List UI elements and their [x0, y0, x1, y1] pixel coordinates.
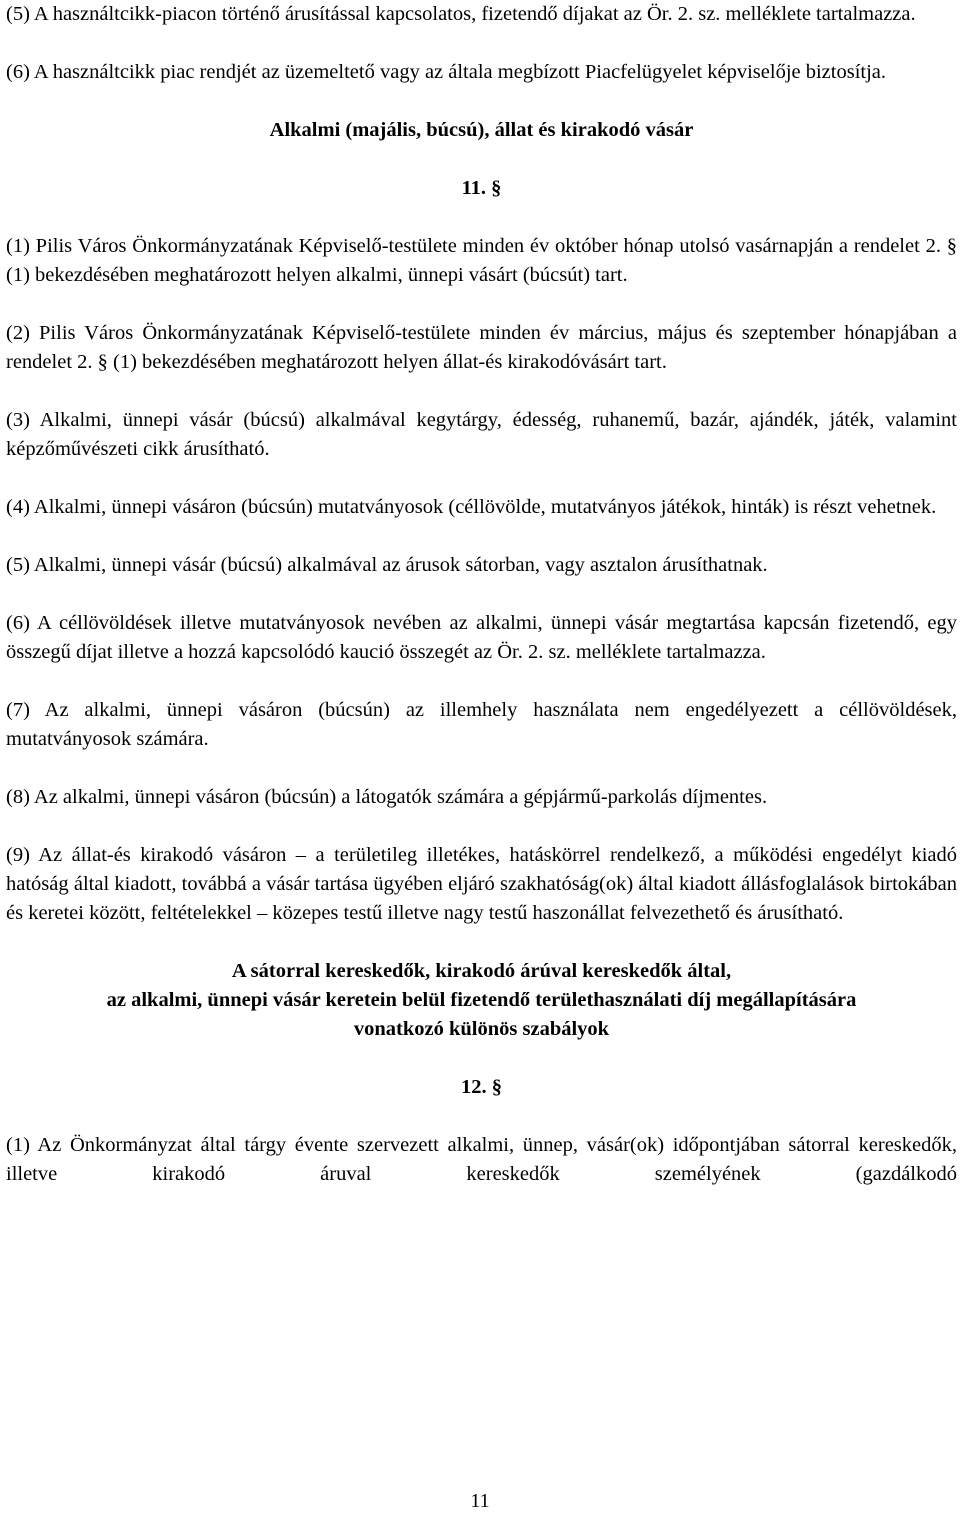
- bold-heading-line-3: vonatkozó különös szabályok: [353, 1018, 610, 1040]
- section-11-paragraph-1: (1) Pilis Város Önkormányzatának Képviselő-testülete minden év október hónap utolsó vasárnapján a rendelet 2. § (1) bekezdésében meghatározott helyen alkalmi, ünnepi vásárt (búcsút) tart.: [6, 235, 957, 286]
- document-page: [6, 0, 957, 1218]
- paragraph-5-prev: (5) A használtcikk-piacon történő árusítással kapcsolatos, fizetendő díjakat az Ör. 2. sz. melléklete tartalmazza.: [6, 3, 916, 25]
- bold-heading-line-1: A sátorral kereskedők, kirakodó árúval kereskedők által,: [231, 960, 732, 982]
- section-11-paragraph-2: (2) Pilis Város Önkormányzatának Képviselő-testülete minden év március, május és szeptember hónapjában a rendelet 2. § (1) bekezdésében meghatározott helyen állat-és kirakodóvásárt tart.: [6, 322, 957, 373]
- section-11-paragraph-5: (5) Alkalmi, ünnepi vásár (búcsú) alkalmával az árusok sátorban, vagy asztalon árusíthatnak.: [6, 554, 768, 576]
- section-12-paragraph-1: (1) Az Önkormányzat által tárgy évente szervezett alkalmi, ünnep, vásár(ok) időpontjában sátorral kereskedők, illetve kirakodó áruval kereskedők személyének (gazdálkodó: [6, 1134, 957, 1185]
- section-12-title: 12. §: [461, 1076, 502, 1098]
- page-number: 11: [470, 1490, 490, 1512]
- section-11-paragraph-7: (7) Az alkalmi, ünnepi vásáron (búcsún) az illemhely használata nem engedélyezett a céllövöldések, mutatványosok számára.: [6, 699, 957, 750]
- bold-heading-line-2: az alkalmi, ünnepi vásár keretein belül fizetendő területhasználati díj megállapítására: [106, 989, 857, 1011]
- section-11-paragraph-9: (9) Az állat-és kirakodó vásáron – a területileg illetékes, hatáskörrel rendelkező, a működési engedélyt kiadó hatóság által kiadott, továbbá a vásár tartása ügyében eljáró szakhatóság(ok) által kiadott állásfoglalások birtokában és keretei között, feltételekkel – közepes testű illetve nagy testű haszonállat felvezethető és árusítható.: [6, 844, 957, 924]
- section-11-paragraph-3: (3) Alkalmi, ünnepi vásár (búcsú) alkalmával kegytárgy, édesség, ruhanemű, bazár, ajándék, játék, valamint képzőművészeti cikk árusítható.: [6, 409, 957, 460]
- paragraph-6-prev: (6) A használtcikk piac rendjét az üzemeltető vagy az általa megbízott Piacfelügyelet képviselője biztosítja.: [6, 61, 887, 83]
- section-11-paragraph-8: (8) Az alkalmi, ünnepi vásáron (búcsún) a látogatók számára a gépjármű-parkolás díjmentes.: [6, 786, 768, 808]
- subheading: Alkalmi (majális, búcsú), állat és kirakodó vásár: [269, 119, 694, 141]
- section-11-paragraph-6: (6) A céllövöldések illetve mutatványosok nevében az alkalmi, ünnepi vásár megtartása kapcsán fizetendő, egy összegű díjat illetve a hozzá kapcsolódó kaució összegét az Ör. 2. sz. melléklete tartalmazza.: [6, 612, 957, 663]
- section-11-paragraph-4: (4) Alkalmi, ünnepi vásáron (búcsún) mutatványosok (céllövölde, mutatványos játékok, hinták) is részt vehetnek.: [6, 496, 937, 518]
- section-11-title: 11. §: [461, 177, 502, 199]
